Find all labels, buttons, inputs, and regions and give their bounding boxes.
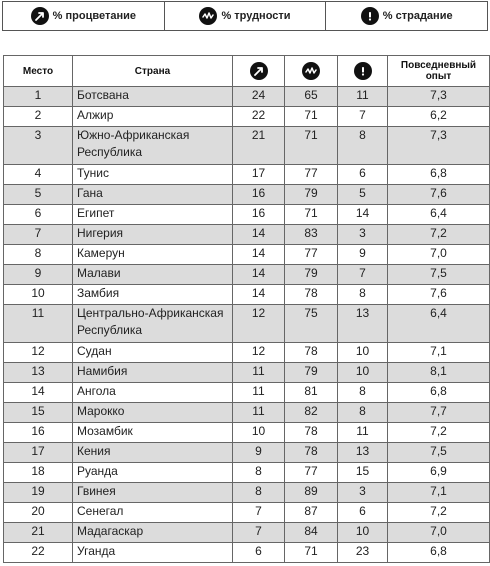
cell-rank: 19: [4, 483, 73, 503]
cell-rank: 22: [4, 543, 73, 563]
cell-thriving: 8: [233, 463, 285, 483]
cell-thriving: 12: [233, 305, 285, 343]
cell-daily: 7,5: [388, 265, 490, 285]
legend-struggling-label: % трудности: [221, 10, 291, 22]
cell-struggling: 89: [285, 483, 338, 503]
cell-thriving: 16: [233, 205, 285, 225]
cell-rank: 18: [4, 463, 73, 483]
cell-rank: 8: [4, 245, 73, 265]
cell-country: Алжир: [73, 107, 233, 127]
cell-daily: 6,4: [388, 205, 490, 225]
cell-suffering: 6: [338, 165, 388, 185]
header-rank: Место: [4, 56, 73, 87]
cell-struggling: 77: [285, 165, 338, 185]
cell-country: Нигерия: [73, 225, 233, 245]
cell-struggling: 78: [285, 443, 338, 463]
table-row: [4, 383, 490, 403]
arrow-up-right-icon: [250, 62, 268, 80]
cell-country: Мадагаскар: [73, 523, 233, 543]
table-row: [4, 483, 490, 503]
cell-country: Судан: [73, 343, 233, 363]
cell-suffering: 11: [338, 423, 388, 443]
header-daily: Повседневный опыт: [388, 56, 490, 87]
legend-suffering-label: % страдание: [382, 10, 453, 22]
cell-daily: 7,0: [388, 245, 490, 265]
cell-struggling: 78: [285, 343, 338, 363]
cell-country: Ангола: [73, 383, 233, 403]
legend-thriving-label: % процветание: [52, 10, 136, 22]
cell-thriving: 11: [233, 403, 285, 423]
cell-struggling: 79: [285, 185, 338, 205]
cell-rank: 16: [4, 423, 73, 443]
cell-daily: 7,2: [388, 225, 490, 245]
cell-rank: 6: [4, 205, 73, 225]
table-row: [4, 285, 490, 305]
table-row: [4, 127, 490, 165]
cell-rank: 2: [4, 107, 73, 127]
table-row: [4, 423, 490, 443]
cell-suffering: 13: [338, 443, 388, 463]
cell-thriving: 24: [233, 87, 285, 107]
cell-country: Кения: [73, 443, 233, 463]
cell-thriving: 12: [233, 343, 285, 363]
cell-struggling: 71: [285, 205, 338, 225]
cell-thriving: 14: [233, 285, 285, 305]
cell-country: Мозамбик: [73, 423, 233, 443]
cell-daily: 6,2: [388, 107, 490, 127]
cell-suffering: 8: [338, 127, 388, 165]
cell-country: Гана: [73, 185, 233, 205]
table-row: [4, 165, 490, 185]
table-row: [4, 343, 490, 363]
cell-daily: 7,6: [388, 285, 490, 305]
cell-country: Марокко: [73, 403, 233, 423]
cell-rank: 12: [4, 343, 73, 363]
exclamation-icon: [361, 7, 379, 25]
cell-rank: 9: [4, 265, 73, 285]
table-row: [4, 463, 490, 483]
cell-daily: 7,0: [388, 523, 490, 543]
table-row: [4, 225, 490, 245]
cell-struggling: 71: [285, 543, 338, 563]
cell-daily: 7,1: [388, 483, 490, 503]
header-struggling: [285, 56, 338, 87]
cell-suffering: 5: [338, 185, 388, 205]
cell-country: Камерун: [73, 245, 233, 265]
cell-rank: 20: [4, 503, 73, 523]
cell-struggling: 71: [285, 127, 338, 165]
cell-suffering: 6: [338, 503, 388, 523]
cell-country: Центрально-Африканская Республика: [73, 305, 233, 343]
cell-country: Сенегал: [73, 503, 233, 523]
cell-rank: 10: [4, 285, 73, 305]
cell-rank: 15: [4, 403, 73, 423]
cell-rank: 5: [4, 185, 73, 205]
cell-daily: 6,4: [388, 305, 490, 343]
table-row: [4, 403, 490, 423]
cell-country: Уганда: [73, 543, 233, 563]
cell-country: Гвинея: [73, 483, 233, 503]
table-row: [4, 363, 490, 383]
cell-rank: 17: [4, 443, 73, 463]
cell-thriving: 14: [233, 225, 285, 245]
cell-struggling: 84: [285, 523, 338, 543]
cell-thriving: 8: [233, 483, 285, 503]
table-body: [4, 87, 490, 563]
header-country: Страна: [73, 56, 233, 87]
table-row: [4, 245, 490, 265]
cell-struggling: 78: [285, 285, 338, 305]
zigzag-icon: [199, 7, 217, 25]
cell-suffering: 8: [338, 285, 388, 305]
header-thriving: [233, 56, 285, 87]
cell-daily: 6,8: [388, 543, 490, 563]
cell-thriving: 7: [233, 523, 285, 543]
cell-struggling: 79: [285, 265, 338, 285]
cell-rank: 21: [4, 523, 73, 543]
cell-thriving: 22: [233, 107, 285, 127]
cell-suffering: 7: [338, 265, 388, 285]
cell-struggling: 83: [285, 225, 338, 245]
cell-struggling: 77: [285, 463, 338, 483]
cell-daily: 6,8: [388, 383, 490, 403]
legend-bar: [2, 1, 488, 31]
cell-daily: 7,2: [388, 503, 490, 523]
cell-struggling: 65: [285, 87, 338, 107]
cell-suffering: 10: [338, 363, 388, 383]
cell-thriving: 16: [233, 185, 285, 205]
cell-suffering: 10: [338, 523, 388, 543]
cell-suffering: 8: [338, 403, 388, 423]
cell-country: Южно-Африканская Республика: [73, 127, 233, 165]
cell-struggling: 79: [285, 363, 338, 383]
cell-rank: 13: [4, 363, 73, 383]
exclamation-icon: [354, 62, 372, 80]
cell-suffering: 15: [338, 463, 388, 483]
legend-thriving: [3, 2, 164, 30]
cell-daily: 8,1: [388, 363, 490, 383]
table-row: [4, 87, 490, 107]
cell-suffering: 11: [338, 87, 388, 107]
table-row: [4, 443, 490, 463]
legend-suffering: [325, 2, 487, 30]
cell-rank: 4: [4, 165, 73, 185]
cell-suffering: 9: [338, 245, 388, 265]
cell-thriving: 21: [233, 127, 285, 165]
cell-struggling: 71: [285, 107, 338, 127]
table-row: [4, 305, 490, 343]
cell-rank: 11: [4, 305, 73, 343]
cell-daily: 7,3: [388, 127, 490, 165]
cell-daily: 7,3: [388, 87, 490, 107]
cell-thriving: 10: [233, 423, 285, 443]
cell-suffering: 8: [338, 383, 388, 403]
cell-thriving: 11: [233, 383, 285, 403]
cell-daily: 6,8: [388, 165, 490, 185]
cell-country: Египет: [73, 205, 233, 225]
cell-struggling: 77: [285, 245, 338, 265]
cell-struggling: 75: [285, 305, 338, 343]
cell-suffering: 23: [338, 543, 388, 563]
cell-suffering: 14: [338, 205, 388, 225]
cell-country: Тунис: [73, 165, 233, 185]
table-header-row: [4, 56, 490, 87]
cell-daily: 7,7: [388, 403, 490, 423]
cell-rank: 7: [4, 225, 73, 245]
cell-suffering: 13: [338, 305, 388, 343]
cell-suffering: 10: [338, 343, 388, 363]
cell-suffering: 3: [338, 225, 388, 245]
cell-suffering: 7: [338, 107, 388, 127]
cell-thriving: 11: [233, 363, 285, 383]
zigzag-icon: [302, 62, 320, 80]
cell-thriving: 7: [233, 503, 285, 523]
legend-struggling: [164, 2, 326, 30]
table-row: [4, 265, 490, 285]
cell-thriving: 9: [233, 443, 285, 463]
table-row: [4, 523, 490, 543]
cell-country: Намибия: [73, 363, 233, 383]
cell-country: Замбия: [73, 285, 233, 305]
cell-rank: 14: [4, 383, 73, 403]
cell-struggling: 78: [285, 423, 338, 443]
cell-country: Руанда: [73, 463, 233, 483]
cell-daily: 6,9: [388, 463, 490, 483]
cell-daily: 7,6: [388, 185, 490, 205]
cell-suffering: 3: [338, 483, 388, 503]
cell-struggling: 81: [285, 383, 338, 403]
header-suffering: [338, 56, 388, 87]
cell-daily: 7,5: [388, 443, 490, 463]
cell-rank: 1: [4, 87, 73, 107]
table-row: [4, 107, 490, 127]
cell-rank: 3: [4, 127, 73, 165]
cell-thriving: 17: [233, 165, 285, 185]
table-row: [4, 205, 490, 225]
cell-thriving: 14: [233, 265, 285, 285]
table-row: [4, 543, 490, 563]
arrow-up-right-icon: [31, 7, 49, 25]
cell-thriving: 6: [233, 543, 285, 563]
cell-country: Малави: [73, 265, 233, 285]
table-row: [4, 185, 490, 205]
cell-daily: 7,2: [388, 423, 490, 443]
cell-struggling: 82: [285, 403, 338, 423]
cell-struggling: 87: [285, 503, 338, 523]
cell-daily: 7,1: [388, 343, 490, 363]
cell-country: Ботсвана: [73, 87, 233, 107]
ranking-table: [3, 55, 490, 563]
cell-thriving: 14: [233, 245, 285, 265]
table-row: [4, 503, 490, 523]
